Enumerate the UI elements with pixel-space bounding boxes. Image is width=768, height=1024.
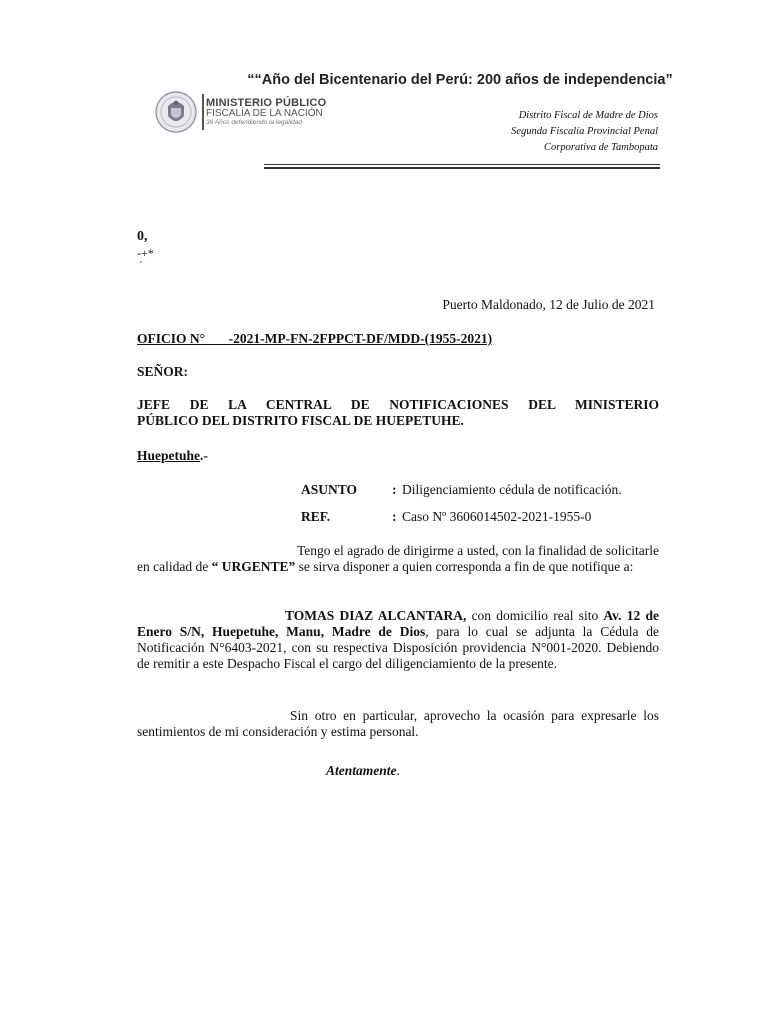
city-suffix: .- [200,448,208,463]
header-rule-top [264,164,660,165]
paragraph-closing: Sin otro en particular, aprovecho la ocasión para expresarle los sentimientos de mi consideración y estima personal. [137,708,659,739]
logo-title: MINISTERIO PÚBLICO [206,97,327,109]
paragraph-request [137,543,659,575]
ref-value: Caso Nº 3606014502-2021-1955-0 [402,509,592,524]
logo-subtitle: FISCALÍA DE LA NACIÓN [206,108,323,119]
oficio-number: OFICIO N° -2021-MP-FN-2FPPCT-DF/MDD-(1955-2021) [137,331,493,346]
urgente-emphasis: “ URGENTE” [211,559,296,574]
salutation: SEÑOR: [137,364,189,379]
stray-mark-1: 0, [137,229,148,244]
stray-mark-2: -+* [137,246,154,260]
closing-word: Atentamente [326,763,397,778]
national-seal-icon [154,90,198,134]
header-rule-bottom [264,167,660,169]
closing-line [326,763,400,779]
recipient-line-2: PÚBLICO DEL DISTRITO FISCAL DE HUEPETUHE. [137,413,464,428]
paragraph-notification [137,608,659,672]
ref-label: REF. [301,509,331,524]
city-line [137,448,208,464]
asunto-colon: : [392,482,397,497]
stray-mark-3: ´ [139,260,143,272]
recipient-line-1: JEFE DE LA CENTRAL DE NOTIFICACIONES DEL MINISTERIO [137,397,659,412]
paragraph-notification-text-1: con domicilio real sito [466,608,604,623]
district-line-2: Segunda Fiscalía Provincial Penal [511,126,658,137]
logo-divider [202,94,204,130]
paragraph-request-text-2: se sirva disponer a quien corresponda a fin de que notifique a: [295,559,634,574]
ministerio-publico-logo [150,88,340,138]
city-name: Huepetuhe [137,448,201,463]
district-line-3: Corporativa de Tambopata [544,142,658,153]
header-motto: ““Año del Bicentenario del Perú: 200 años de independencia” [247,72,673,88]
district-line-1: Distrito Fiscal de Madre de Dios [518,110,658,121]
logo-tagline: 38 Años defendiendo la legalidad [206,119,302,126]
paragraph-request-text-1: Tengo el agrado de dirigirme a usted, con la finalidad de solicitarle en calidad de [137,543,659,574]
ref-colon: : [392,509,397,524]
asunto-label: ASUNTO [301,482,358,497]
closing-dot: . [396,763,400,778]
place-date: Puerto Maldonado, 12 de Julio de 2021 [442,297,655,312]
paragraph-notification-text-2: , para lo cual se adjunta la Cédula de Notificación N°6403-2021, con su respectiva Disposición providencia N°001-2020. Debiendo de remitir a este Despacho Fiscal el cargo del diligenciamiento de la presente. [137,624,659,671]
notified-address: Av. 12 de Enero S/N, Huepetuhe, Manu, Madre de Dios [137,608,659,639]
asunto-value: Diligenciamiento cédula de notificación. [402,482,622,497]
notified-person-name: TOMAS DIAZ ALCANTARA, [285,608,467,623]
